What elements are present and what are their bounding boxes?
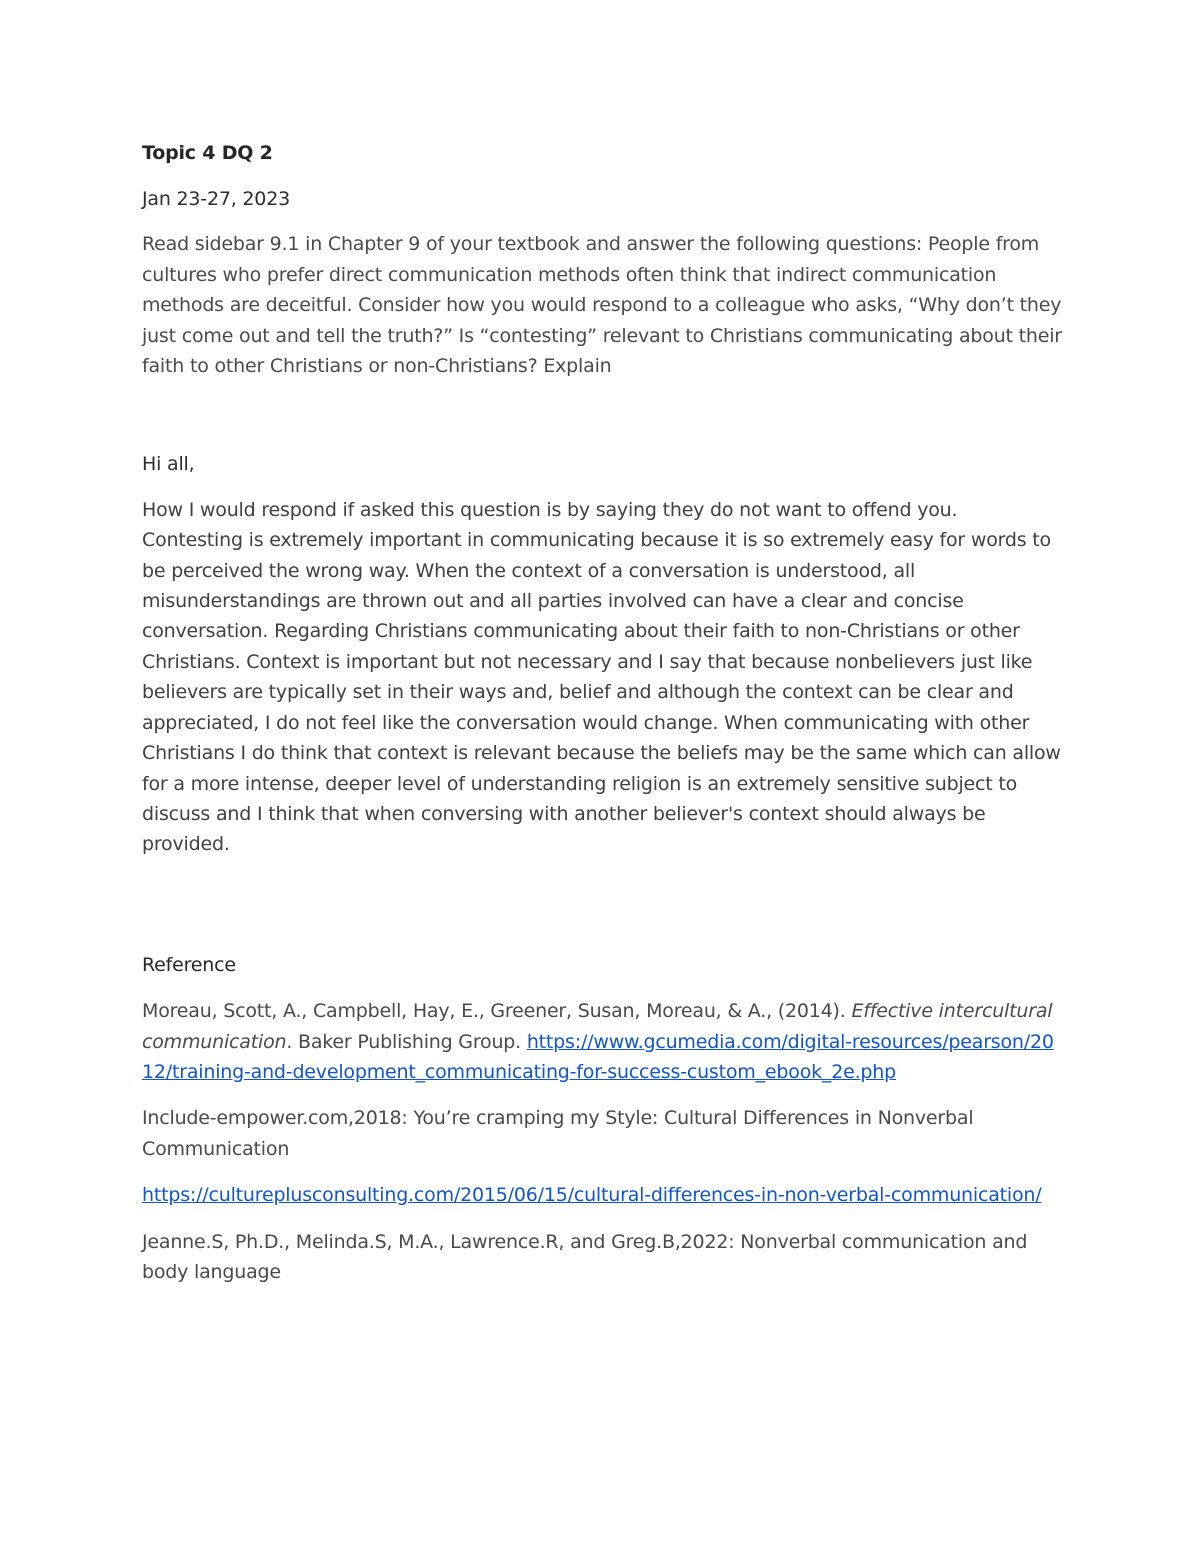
discussion-prompt: Read sidebar 9.1 in Chapter 9 of your textbook and answer the following questions: People from cultures who prefer direct communication methods often think that indirect communication methods are deceitful. Consider how you would respond to a colleague who asks, “Why don’t they just come out and tell the truth?” Is “contesting” relevant to Christians communicating about their faith to other Christians or non-Christians? Explain: [142, 233, 1062, 378]
reference-3-link[interactable]: https://cultureplusconsulting.com/2015/06/15/cultural-differences-in-non-verbal-communication/: [142, 1184, 1042, 1207]
reference-entry-3: [142, 1180, 1062, 1210]
reference-entry-4: Jeanne.S, Ph.D., Melinda.S, M.A., Lawrence.R, and Greg.B,2022: Nonverbal communication and body language: [142, 1230, 1028, 1283]
reference-1-publisher: . Baker Publishing Group.: [286, 1030, 527, 1053]
response-body: How I would respond if asked this question is by saying they do not want to offend you. Contesting is extremely important in communicating because it is so extremely easy for words to be perceived the wrong way. When the context of a conversation is understood, all misunderstandings are thrown out and all parties involved can have a clear and concise conversation. Regarding Christians communicating about their faith to non-Christians or other Christians. Context is important but not necessary and I say that because nonbelievers just like believers are typically set in their ways and, belief and although the context can be clear and appreciated, I do not feel like the conversation would change. When communicating with other Christians I do think that context is relevant because the beliefs may be the same which can allow for a more intense, deeper level of understanding religion is an extremely sensitive subject to discuss and I think that when conversing with another believer's context should always be provided.: [142, 498, 1061, 856]
reference-entry-2: Include-empower.com,2018: You’re cramping my Style: Cultural Differences in Nonverbal Communication: [142, 1107, 974, 1160]
document-page: [142, 138, 1062, 1303]
document-date: Jan 23-27, 2023: [142, 188, 290, 210]
reference-1-title: Effective intercultural communication: [142, 1000, 1053, 1053]
document-title: Topic 4 DQ 2: [142, 142, 273, 164]
reference-entry-1: [142, 996, 1062, 1087]
reference-1-authors: Moreau, Scott, A., Campbell, Hay, E., Greener, Susan, Moreau, & A., (2014).: [142, 1000, 852, 1023]
reference-heading: Reference: [142, 953, 236, 976]
response-greeting: Hi all,: [142, 453, 195, 476]
reference-1-link[interactable]: https://www.gcumedia.com/digital-resources/pearson/2012/training-and-development_communicating-for-success-custom_ebook_2e.php: [142, 1030, 1054, 1083]
